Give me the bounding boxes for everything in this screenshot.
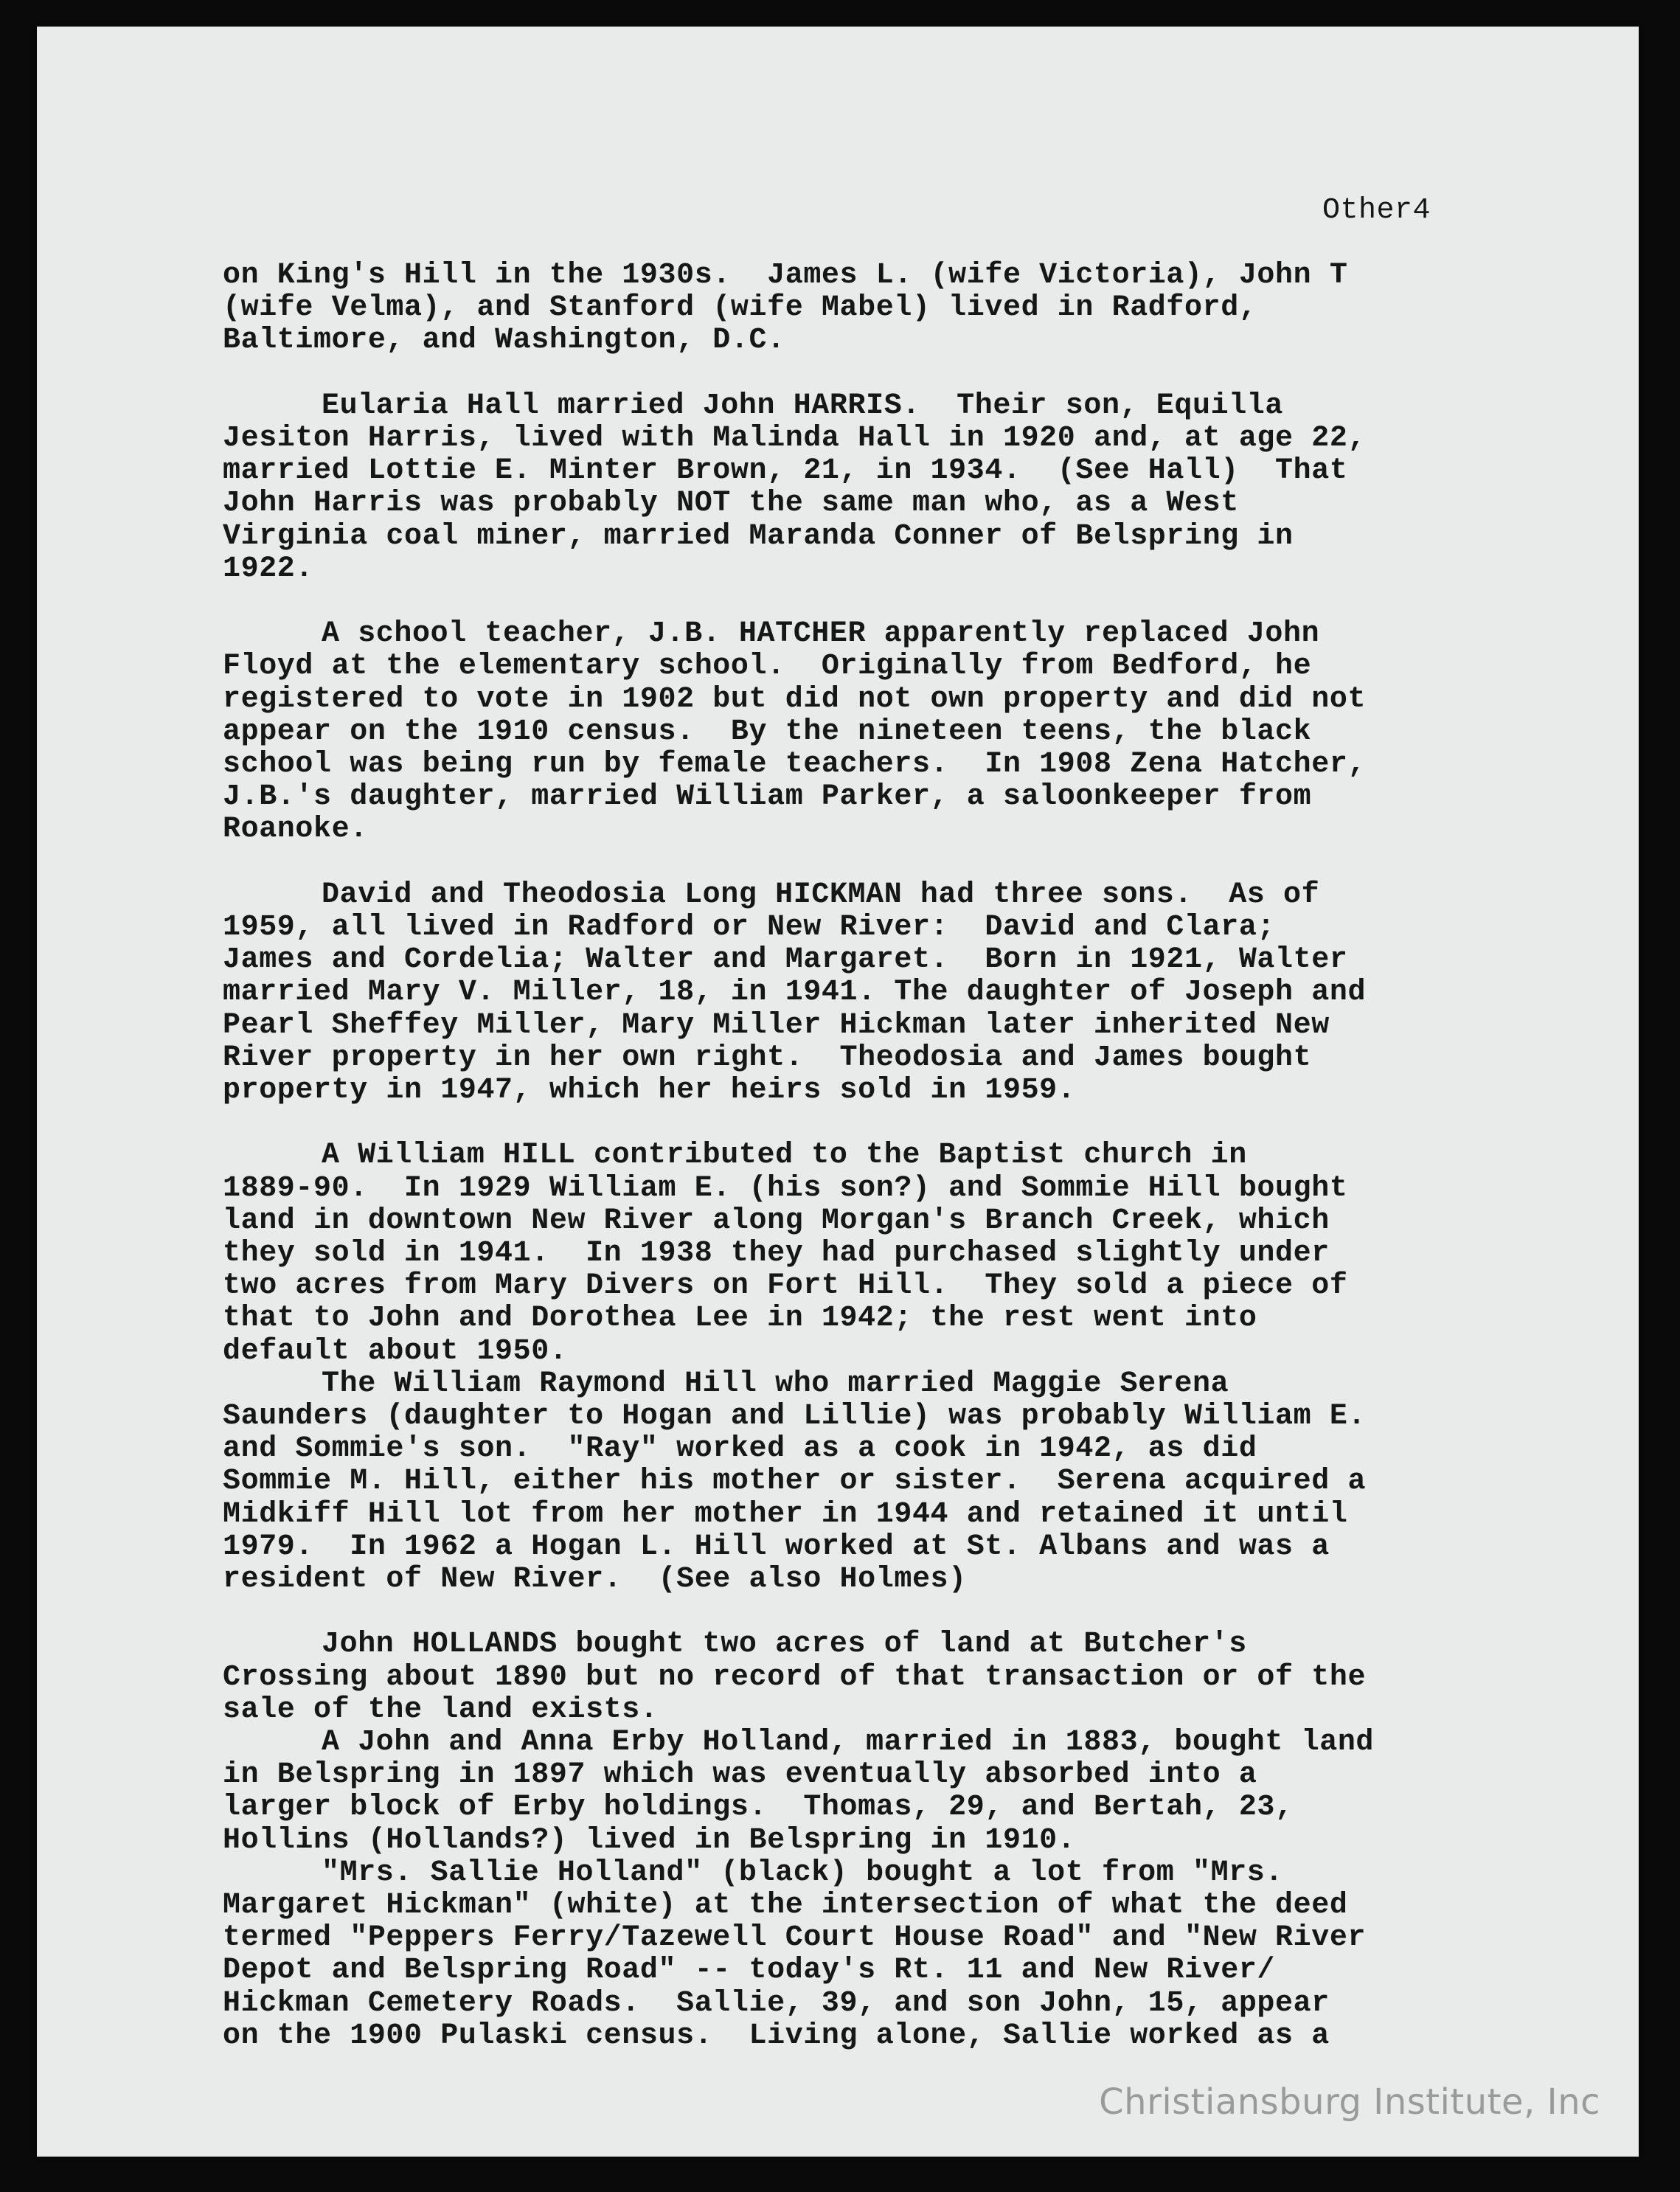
line-text: two acres from Mary Divers on Fort Hill. They sold a piece of xyxy=(223,1269,1348,1303)
paragraph xyxy=(223,390,1535,586)
line-text: on the 1900 Pulaski census. Living alone, Sallie worked as a xyxy=(223,2019,1330,2053)
line-text: and Sommie's son. "Ray" worked as a cook in 1942, as did xyxy=(223,1432,1257,1466)
line-text: Midkiff Hill lot from her mother in 1944 and retained it until xyxy=(223,1497,1348,1531)
line-text: John HOLLANDS bought two acres of land at Butcher's xyxy=(322,1628,1247,1662)
text-line xyxy=(223,1694,1535,1727)
text-line xyxy=(223,1564,1535,1596)
line-text: Roanoke. xyxy=(223,813,368,847)
text-line xyxy=(223,879,1535,912)
text-line xyxy=(223,488,1535,520)
line-text: John Harris was probably NOT the same man who, as a West xyxy=(223,487,1239,521)
line-text: (wife Velma), and Stanford (wife Mabel) lived in Radford, xyxy=(223,291,1257,325)
text-line xyxy=(223,716,1535,749)
line-text: 1959, all lived in Radford or New River: David and Clara; xyxy=(223,911,1276,945)
text-line xyxy=(223,553,1535,586)
text-line xyxy=(223,1368,1535,1401)
text-line xyxy=(223,977,1535,1009)
line-text: Baltimore, and Washington, D.C. xyxy=(223,324,785,358)
line-text: registered to vote in 1902 but did not own property and did not xyxy=(223,682,1367,716)
line-text: Pearl Sheffey Miller, Mary Miller Hickman later inherited New xyxy=(223,1008,1330,1042)
line-text: James and Cordelia; Walter and Margaret. Born in 1921, Walter xyxy=(223,943,1348,977)
paragraph xyxy=(223,1368,1535,1596)
text-line xyxy=(223,1662,1535,1694)
line-text: A school teacher, J.B. HATCHER apparently replaced John xyxy=(322,617,1320,651)
line-text: sale of the land exists. xyxy=(223,1693,659,1727)
text-line xyxy=(223,1205,1535,1238)
text-line xyxy=(223,618,1535,651)
text-line xyxy=(223,781,1535,814)
watermark: Christiansburg Institute, Inc xyxy=(1099,2081,1600,2123)
text-line xyxy=(223,423,1535,455)
paragraph xyxy=(223,618,1535,846)
text-line xyxy=(223,521,1535,553)
text-line xyxy=(223,1238,1535,1270)
text-line xyxy=(223,1759,1535,1792)
text-line xyxy=(223,1825,1535,1857)
text-line xyxy=(223,1727,1535,1759)
line-text: default about 1950. xyxy=(223,1334,568,1368)
text-line xyxy=(223,260,1535,292)
text-line xyxy=(223,1010,1535,1042)
text-line xyxy=(223,749,1535,781)
line-text: Eularia Hall married John HARRIS. Their son, Equilla xyxy=(322,389,1284,423)
text-line xyxy=(223,1890,1535,1922)
line-text: A John and Anna Erby Holland, married in 1883, bought land xyxy=(322,1726,1375,1760)
line-text: Depot and Belspring Road" -- today's Rt. 11 and New River/ xyxy=(223,1954,1276,1988)
line-text: 1889-90. In 1929 William E. (his son?) and Sommie Hill bought xyxy=(223,1171,1348,1205)
line-text: termed "Peppers Ferry/Tazewell Court House Road" and "New River xyxy=(223,1921,1367,1955)
document-body xyxy=(223,260,1535,2053)
line-text: J.B.'s daughter, married William Parker, a saloonkeeper from xyxy=(223,780,1312,814)
paragraph xyxy=(223,1727,1535,1857)
text-line xyxy=(223,1466,1535,1498)
paragraph xyxy=(223,1857,1535,2053)
line-text: "Mrs. Sallie Holland" (black) bought a lot from "Mrs. xyxy=(322,1856,1284,1890)
text-line xyxy=(223,1629,1535,1661)
text-line xyxy=(223,1922,1535,1955)
text-line xyxy=(223,1173,1535,1205)
line-text: 1979. In 1962 a Hogan L. Hill worked at St. Albans and was a xyxy=(223,1530,1330,1564)
line-text: they sold in 1941. In 1938 they had purchased slightly under xyxy=(223,1237,1330,1271)
paragraph xyxy=(223,1629,1535,1727)
text-line xyxy=(223,455,1535,488)
paragraph xyxy=(223,1140,1535,1367)
line-text: Jesiton Harris, lived with Malinda Hall in 1920 and, at age 22, xyxy=(223,422,1367,455)
text-line xyxy=(223,1433,1535,1466)
line-text: in Belspring in 1897 which was eventually absorbed into a xyxy=(223,1758,1257,1792)
text-line xyxy=(223,651,1535,683)
text-line xyxy=(223,944,1535,977)
line-text: The William Raymond Hill who married Maggie Serena xyxy=(322,1367,1229,1401)
text-line xyxy=(223,1955,1535,1987)
line-text: Virginia coal miner, married Maranda Conner of Belspring in xyxy=(223,519,1294,553)
text-line xyxy=(223,325,1535,357)
line-text: Margaret Hickman" (white) at the intersection of what the deed xyxy=(223,1889,1348,1923)
text-line xyxy=(223,912,1535,944)
line-text: that to John and Dorothea Lee in 1942; the rest went into xyxy=(223,1302,1257,1336)
text-line xyxy=(223,1140,1535,1172)
line-text: property in 1947, which her heirs sold in 1959. xyxy=(223,1074,1076,1108)
line-text: married Lottie E. Minter Brown, 21, in 1934. (See Hall) That xyxy=(223,454,1348,488)
line-text: resident of New River. (See also Holmes) xyxy=(223,1563,967,1597)
text-line xyxy=(223,684,1535,716)
text-line xyxy=(223,1857,1535,1890)
text-line xyxy=(223,1303,1535,1335)
text-line xyxy=(223,390,1535,423)
text-line xyxy=(223,292,1535,325)
text-line xyxy=(223,1531,1535,1564)
line-text: married Mary V. Miller, 18, in 1941. The daughter of Joseph and xyxy=(223,976,1367,1010)
line-text: land in downtown New River along Morgan's Branch Creek, which xyxy=(223,1204,1330,1238)
line-text: appear on the 1910 census. By the nineteen teens, the black xyxy=(223,715,1312,749)
line-text: Crossing about 1890 but no record of that transaction or of the xyxy=(223,1660,1367,1694)
text-line xyxy=(223,1792,1535,1824)
line-text: larger block of Erby holdings. Thomas, 29, and Bertah, 23, xyxy=(223,1791,1294,1825)
text-line xyxy=(223,1042,1535,1075)
line-text: River property in her own right. Theodosia and James bought xyxy=(223,1041,1312,1075)
text-line xyxy=(223,1401,1535,1433)
text-line xyxy=(223,1270,1535,1303)
text-line xyxy=(223,1499,1535,1531)
text-line xyxy=(223,1336,1535,1368)
line-text: Sommie M. Hill, either his mother or sister. Serena acquired a xyxy=(223,1465,1367,1499)
text-line xyxy=(223,814,1535,846)
text-line xyxy=(223,2020,1535,2053)
line-text: Hollins (Hollands?) lived in Belspring in 1910. xyxy=(223,1823,1076,1857)
text-line xyxy=(223,1075,1535,1107)
line-text: A William HILL contributed to the Baptist church in xyxy=(322,1139,1247,1173)
text-line xyxy=(223,1988,1535,2020)
paragraph xyxy=(223,260,1535,358)
line-text: school was being run by female teachers. In 1908 Zena Hatcher, xyxy=(223,748,1367,782)
paragraph xyxy=(223,879,1535,1107)
page-identifier: Other4 xyxy=(1322,194,1431,227)
line-text: on King's Hill in the 1930s. James L. (wife Victoria), John T xyxy=(223,259,1348,292)
line-text: 1922. xyxy=(223,552,314,586)
line-text: Hickman Cemetery Roads. Sallie, 39, and son John, 15, appear xyxy=(223,1986,1330,2020)
line-text: David and Theodosia Long HICKMAN had three sons. As of xyxy=(322,878,1320,912)
line-text: Saunders (daughter to Hogan and Lillie) was probably William E. xyxy=(223,1400,1367,1434)
line-text: Floyd at the elementary school. Originally from Bedford, he xyxy=(223,650,1312,684)
document-page xyxy=(37,27,1639,2157)
